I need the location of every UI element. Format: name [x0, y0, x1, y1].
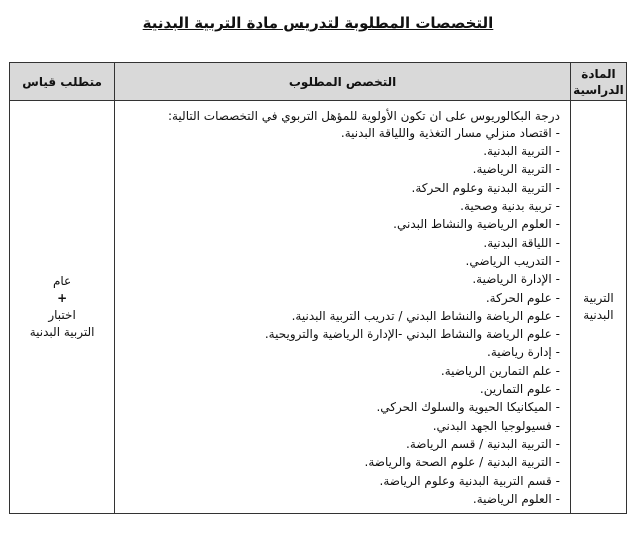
list-item: - العلوم الرياضية.	[121, 490, 560, 508]
table-header-row	[10, 63, 627, 101]
list-item: - علوم التمارين.	[121, 380, 560, 398]
list-item: - التربية البدنية وعلوم الحركة.	[121, 179, 560, 197]
list-item: - علم التمارين الرياضية.	[121, 362, 560, 380]
list-item: - علوم الرياضة والنشاط البدني / تدريب التربية البدنية.	[121, 307, 560, 325]
list-item: - اللياقة البدنية.	[121, 234, 560, 252]
list-item: - الإدارة الرياضية.	[121, 270, 560, 288]
specialization-list	[121, 124, 560, 508]
list-item: - التربية الرياضية.	[121, 160, 560, 178]
list-item: - التدريب الرياضي.	[121, 252, 560, 270]
specialization-intro: درجة البكالوريوس على ان تكون الأولوية للمؤهل التربوي في التخصصات التالية:	[167, 108, 560, 123]
list-item: - الميكانيكا الحيوية والسلوك الحركي.	[121, 398, 560, 416]
header-requirement: متطلب قياس	[10, 63, 115, 101]
list-item: - علوم الرياضة والنشاط البدني -الإدارة الرياضية والترويحية.	[121, 325, 560, 343]
page-title: التخصصات المطلوبة لتدريس مادة التربية البدنية	[142, 14, 494, 32]
list-item: - التربية البدنية / علوم الصحة والرياضة.	[121, 453, 560, 471]
list-item: - قسم التربية البدنية وعلوم الرياضة.	[121, 472, 560, 490]
requirement-test-subject: التربية البدنية	[29, 325, 95, 339]
requirement-plus: +	[57, 291, 68, 305]
specializations-table	[9, 62, 627, 514]
requirement-test: اختبار	[48, 308, 76, 322]
specialization-cell	[115, 101, 571, 514]
list-item: - العلوم الرياضية والنشاط البدني.	[121, 215, 560, 233]
list-item: - علوم الحركة.	[121, 289, 560, 307]
header-specialization: التخصص المطلوب	[115, 63, 571, 101]
requirement-cell	[10, 101, 115, 514]
table-row	[10, 101, 627, 514]
requirement-general: عام	[52, 274, 72, 288]
list-item: - اقتصاد منزلي مسار التغذية واللياقة البدنية.	[121, 124, 560, 142]
header-subject: المادة الدراسية	[570, 63, 626, 101]
list-item: - تربية بدنية وصحية.	[121, 197, 560, 215]
list-item: - فسيولوجيا الجهد البدني.	[121, 417, 560, 435]
subject-cell: التربية البدنية	[570, 101, 626, 514]
list-item: - التربية البدنية / قسم الرياضة.	[121, 435, 560, 453]
list-item: - التربية البدنية.	[121, 142, 560, 160]
list-item: - إدارة رياضية.	[121, 343, 560, 361]
